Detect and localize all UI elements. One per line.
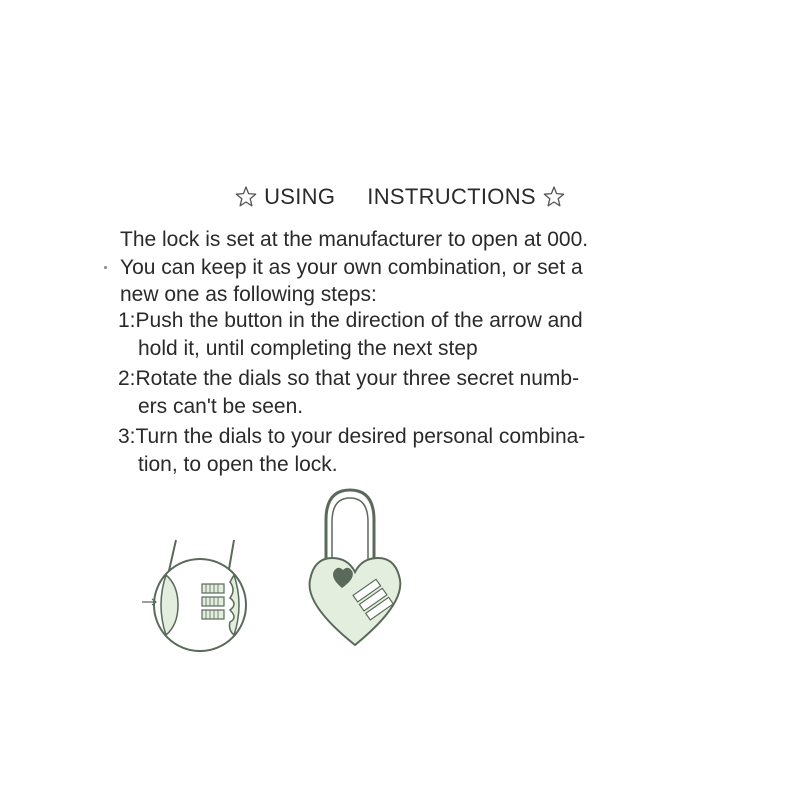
step-1 [118,307,738,362]
title-word-using: USING [264,184,336,209]
step-line: 3:Turn the dials to your desired personal combina- [118,425,586,448]
step-2 [118,365,738,420]
step-line: 1:Push the button in the direction of the arrow and [118,309,583,332]
intro-line: You can keep it as your own combination, or set a [120,255,583,279]
step-3 [118,423,738,478]
star-icon [234,185,258,209]
title-word-instructions: INSTRUCTIONS [367,184,536,209]
title [0,184,800,210]
step-line: tion, to open the lock. [138,452,338,476]
step-line: ers can't be seen. [138,394,304,418]
star-icon [542,185,566,209]
heart-padlock-icon [300,480,410,660]
intro-paragraph [120,226,720,309]
stray-dot [104,266,107,269]
intro-line: new one as following steps: [120,283,377,306]
round-padlock-icon [130,530,260,660]
step-line: 2:Rotate the dials so that your three secret numb- [118,367,580,390]
steps-list [118,307,738,481]
intro-line: The lock is set at the manufacturer to open at 000. [120,228,589,251]
step-line: hold it, until completing the next step [138,336,478,360]
